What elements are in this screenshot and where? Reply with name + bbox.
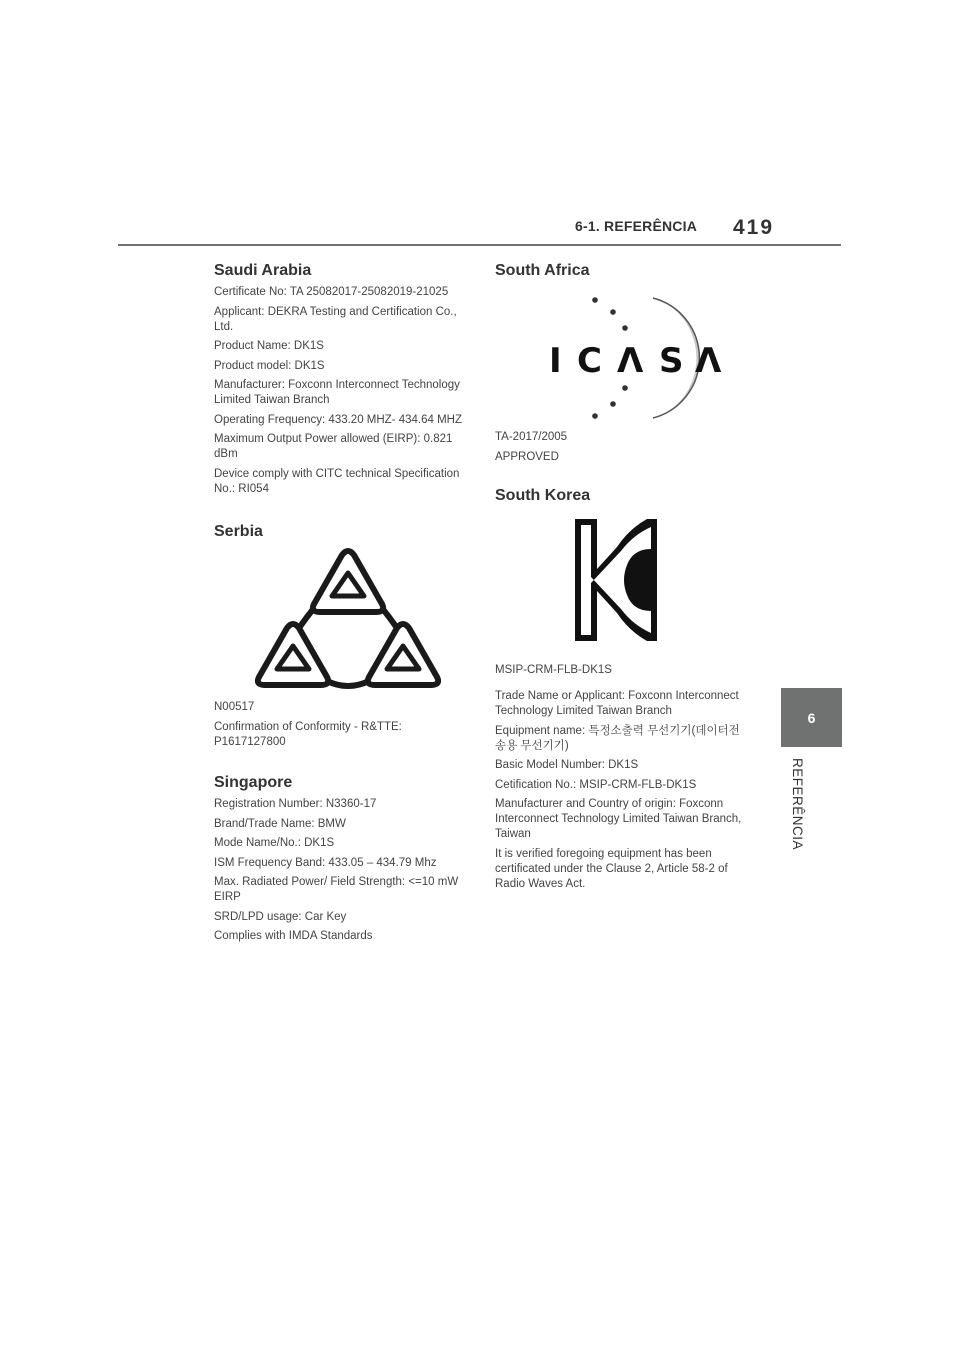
kc-mark-icon: [571, 515, 661, 649]
text-line: It is verified foregoing equipment has been certificated under the Clause 2, Article 58-2 of Radio Waves Act.: [495, 847, 728, 890]
header-divider: [118, 244, 841, 246]
text-line: Maximum Output Power allowed (EIRP): 0.821 dBm: [214, 433, 453, 460]
text-line: Complies with IMDA Standards: [214, 930, 373, 942]
logo-letter: Λ: [617, 341, 644, 381]
south-africa-section: [495, 262, 750, 465]
section-heading: South Africa: [495, 262, 590, 279]
section-title: 6-1. REFERÊNCIA: [575, 218, 698, 234]
serbia-triangle-mark-icon: [248, 546, 448, 696]
text-line: Operating Frequency: 433.20 MHZ- 434.64 MHZ: [214, 413, 463, 426]
text-line: Mode Name/No.: DK1S: [214, 837, 335, 849]
text-line: Registration Number: N3360-17: [214, 798, 377, 810]
chapter-number: 6: [807, 709, 816, 726]
text-line: Manufacturer and Country of origin: Foxconn Interconnect Technology Limited Taiwan Branch, Taiwan: [495, 798, 742, 840]
icasa-logo-icon: [535, 286, 745, 426]
chapter-tab[interactable]: [781, 688, 842, 747]
logo-letter: Λ: [695, 341, 722, 381]
section-heading: Singapore: [214, 774, 293, 791]
singapore-section: [214, 774, 469, 944]
text-line: SRD/LPD usage: Car Key: [214, 910, 347, 923]
side-label-text: REFERÊNCIA: [790, 758, 805, 851]
south-korea-section: [495, 487, 750, 892]
section-heading: Serbia: [214, 523, 263, 540]
saudi-arabia-section: [214, 262, 469, 497]
logo-letter: C: [577, 341, 602, 381]
text-line: Max. Radiated Power/ Field Strength: <=10 mW EIRP: [214, 876, 459, 903]
text-line: Applicant: DEKRA Testing and Certification Co., Ltd.: [214, 305, 457, 333]
text-line: N00517: [214, 701, 255, 713]
page-number: 419: [733, 216, 775, 239]
left-column: [214, 262, 469, 949]
text-line: MSIP-CRM-FLB-DK1S: [495, 664, 612, 676]
logo-letter: S: [659, 341, 684, 381]
text-line: Product Name: DK1S: [214, 340, 324, 352]
text-line: Product model: DK1S: [214, 359, 325, 372]
text-line: Basic Model Number: DK1S: [495, 759, 639, 771]
text-line: Confirmation of Conformity - R&TTE: P1617127800: [214, 720, 402, 748]
text-line: Cetification No.: MSIP-CRM-FLB-DK1S: [495, 778, 697, 791]
logo-letter: I: [549, 341, 562, 381]
text-line: Brand/Trade Name: BMW: [214, 817, 346, 830]
text-line: TA-2017/2005: [495, 431, 568, 443]
text-line: Device comply with CITC technical Specification No.: RI054: [214, 467, 460, 495]
text-line: APPROVED: [495, 450, 559, 463]
text-line: Equipment name: 특정소출력 무선기기(데이터전송용 무선기기): [495, 724, 740, 752]
side-chapter-label: [775, 758, 815, 878]
section-heading: South Korea: [495, 487, 591, 504]
section-heading: Saudi Arabia: [214, 262, 312, 279]
text-line: Manufacturer: Foxconn Interconnect Technology Limited Taiwan Branch: [214, 379, 460, 406]
text-line: Trade Name or Applicant: Foxconn Interconnect Technology Limited Taiwan Branch: [495, 690, 739, 717]
serbia-section: [214, 523, 469, 750]
text-line: Certificate No: TA 25082017-25082019-21025: [214, 286, 449, 298]
text-line: ISM Frequency Band: 433.05 – 434.79 Mhz: [214, 856, 437, 869]
right-column: [495, 262, 750, 896]
